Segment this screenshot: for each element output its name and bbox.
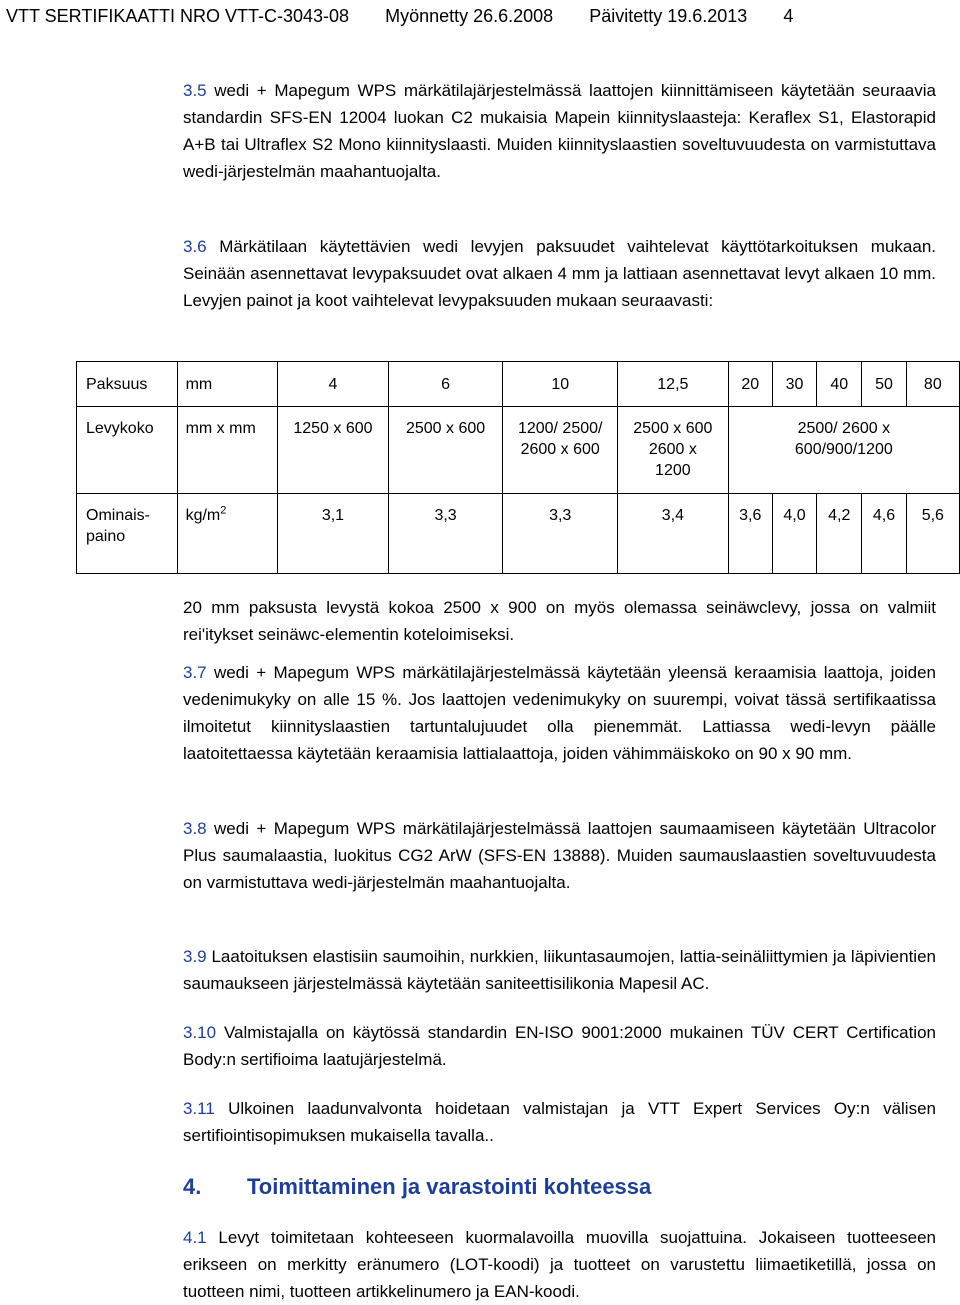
size-cell xyxy=(503,407,618,494)
issued-date: Myönnetty 26.6.2008 xyxy=(385,6,554,26)
table-row-paksuus xyxy=(77,362,960,407)
size-cell: 2500 x 600 xyxy=(388,407,503,494)
row-label-paino xyxy=(77,494,178,574)
thickness-cell: 80 xyxy=(906,362,959,407)
heading-title: Toimittaminen ja varastointi kohteessa xyxy=(247,1174,652,1199)
section-number: 4.1 xyxy=(183,1228,207,1247)
page-header xyxy=(6,1,946,31)
unit-levykoko: mm x mm xyxy=(177,407,278,494)
section-text: Valmistajalla on käytössä standardin EN-ISO 9001:2000 mukainen TÜV CERT Certification Body:n sertifioima laatujärjestelmä. xyxy=(183,1023,936,1069)
thickness-cell: 10 xyxy=(503,362,618,407)
board-spec-table xyxy=(76,361,960,574)
size-cell xyxy=(618,407,729,494)
section-number: 3.8 xyxy=(183,819,207,838)
section-text: Levyt toimitetaan kohteeseen kuormalavoilla muovilla suojattuina. Jokaiseen tuotteeseen erikseen on merkitty eränumero (LOT-koodi) ja tuotteet on varustettu liimaetiketillä, jossa on tuotteen nimi, tuotteen artikkelinumero ja EAN-koodi. xyxy=(183,1228,936,1301)
weight-cell: 3,4 xyxy=(618,494,729,574)
section-number: 3.11 xyxy=(183,1099,215,1118)
updated-date: Päivitetty 19.6.2013 xyxy=(589,6,748,26)
thickness-cell: 12,5 xyxy=(618,362,729,407)
section-number: 3.7 xyxy=(183,663,207,682)
unit-paino xyxy=(177,494,278,574)
section-number: 3.9 xyxy=(183,947,207,966)
row-label-levykoko: Levykoko xyxy=(77,407,178,494)
unit-text: kg/m xyxy=(185,507,221,524)
table-row-levykoko xyxy=(77,407,960,494)
thickness-cell: 20 xyxy=(728,362,772,407)
weight-cell: 4,0 xyxy=(772,494,816,574)
certificate-number: VTT SERTIFIKAATTI NRO VTT-C-3043-08 xyxy=(6,6,350,26)
section-3-9 xyxy=(183,943,936,997)
section-number: 3.10 xyxy=(183,1023,217,1042)
thickness-cell: 50 xyxy=(862,362,906,407)
section-text: wedi + Mapegum WPS märkätilajärjestelmässä laattojen kiinnittämiseen käytetään seuraavia standardin SFS-EN 12004 luokan C2 mukaisia Mapein kiinnityslaasteja: Keraflex S1, Elastorapid A+B tai Ultraflex S2 Mono kiinnityslaasti. Muiden kiinnityslaastien soveltuvuudesta on varmistuttava wedi-järjestelmän maahantuojalta. xyxy=(183,81,936,181)
unit-superscript: 2 xyxy=(220,504,227,517)
heading-number: 4. xyxy=(183,1174,202,1199)
weight-cell: 3,3 xyxy=(503,494,618,574)
thickness-cell: 4 xyxy=(278,362,389,407)
size-line: 2500 x 600 xyxy=(633,420,713,437)
section-3-8 xyxy=(183,815,936,896)
weight-cell: 5,6 xyxy=(906,494,959,574)
weight-cell: 4,6 xyxy=(862,494,906,574)
page-number: 4 xyxy=(783,6,794,26)
section-text: wedi + Mapegum WPS märkätilajärjestelmässä käytetään yleensä keraamisia laattoja, joiden vedenimukyky on alle 15 %. Jos laattojen vedenimukyky on suurempi, voivat tässä sertifikaatissa ilmoitetut kiinnityslaastien tartuntalujuudet olla pienemmät. Lattiassa wedi-levyn päälle laatoitettaessa käytetään keraamisia lattialaattoja, joiden vähimmäiskoko on 90 x 90 mm. xyxy=(183,663,936,763)
section-number: 3.5 xyxy=(183,81,207,100)
section-4-1 xyxy=(183,1224,936,1305)
size-line: 600/900/1200 xyxy=(794,441,893,458)
note-paragraph xyxy=(183,594,936,648)
section-text: Laatoituksen elastisiin saumoihin, nurkkien, liikuntasaumojen, lattia-seinäliittymien ja läpivientien saumaukseen järjestelmässä käytetään saniteettisilikonia Mapesil AC. xyxy=(183,947,936,993)
weight-cell: 3,6 xyxy=(728,494,772,574)
size-line: 2600 x xyxy=(648,441,697,458)
section-text: Märkätilaan käytettävien wedi levyjen paksuudet vaihtelevat käyttötarkoituksen mukaan. Seinään asennettavat levypaksuudet ovat alkaen 4 mm ja lattiaan asennettavat levyt alkaen 10 mm. Levyjen painot ja koot vaihtelevat levypaksuuden mukaan seuraavasti: xyxy=(183,237,936,310)
section-3-6 xyxy=(183,233,936,314)
section-3-7 xyxy=(183,659,936,767)
row-label-line: paino xyxy=(86,528,126,545)
row-label-paksuus: Paksuus xyxy=(77,362,178,407)
section-text: wedi + Mapegum WPS märkätilajärjestelmässä laattojen saumaamiseen käytetään Ultracolor Plus saumalaastia, luokitus CG2 ArW (SFS-EN 13888). Muiden saumauslaastien soveltuvuudesta on varmistuttava wedi-järjestelmän maahantuojalta. xyxy=(183,819,936,892)
thickness-cell: 40 xyxy=(817,362,862,407)
weight-cell: 4,2 xyxy=(817,494,862,574)
thickness-cell: 6 xyxy=(388,362,503,407)
size-line: 1200/ 2500/ xyxy=(517,420,603,437)
size-cell xyxy=(728,407,959,494)
size-line: 1200 xyxy=(655,462,691,479)
section-3-10 xyxy=(183,1019,936,1073)
thickness-cell: 30 xyxy=(772,362,816,407)
weight-cell: 3,1 xyxy=(278,494,389,574)
section-text: Ulkoinen laadunvalvonta hoidetaan valmistajan ja VTT Expert Services Oy:n välisen sertifiointisopimuksen mukaisella tavalla.. xyxy=(183,1099,936,1145)
table-row-paino xyxy=(77,494,960,574)
size-line: 2600 x 600 xyxy=(520,441,600,458)
weight-cell: 3,3 xyxy=(388,494,503,574)
note-text: 20 mm paksusta levystä kokoa 2500 x 900 on myös olemassa seinäwclevy, jossa on valmiit rei'itykset seinäwc-elementin koteloimiseksi. xyxy=(183,598,936,644)
size-line: 2500/ 2600 x xyxy=(797,420,891,437)
section-3-11 xyxy=(183,1095,936,1149)
row-label-line: Ominais- xyxy=(86,507,151,524)
section-3-5 xyxy=(183,77,936,185)
size-cell: 1250 x 600 xyxy=(278,407,389,494)
section-4-heading xyxy=(183,1172,936,1202)
section-number: 3.6 xyxy=(183,237,207,256)
unit-paksuus: mm xyxy=(177,362,278,407)
